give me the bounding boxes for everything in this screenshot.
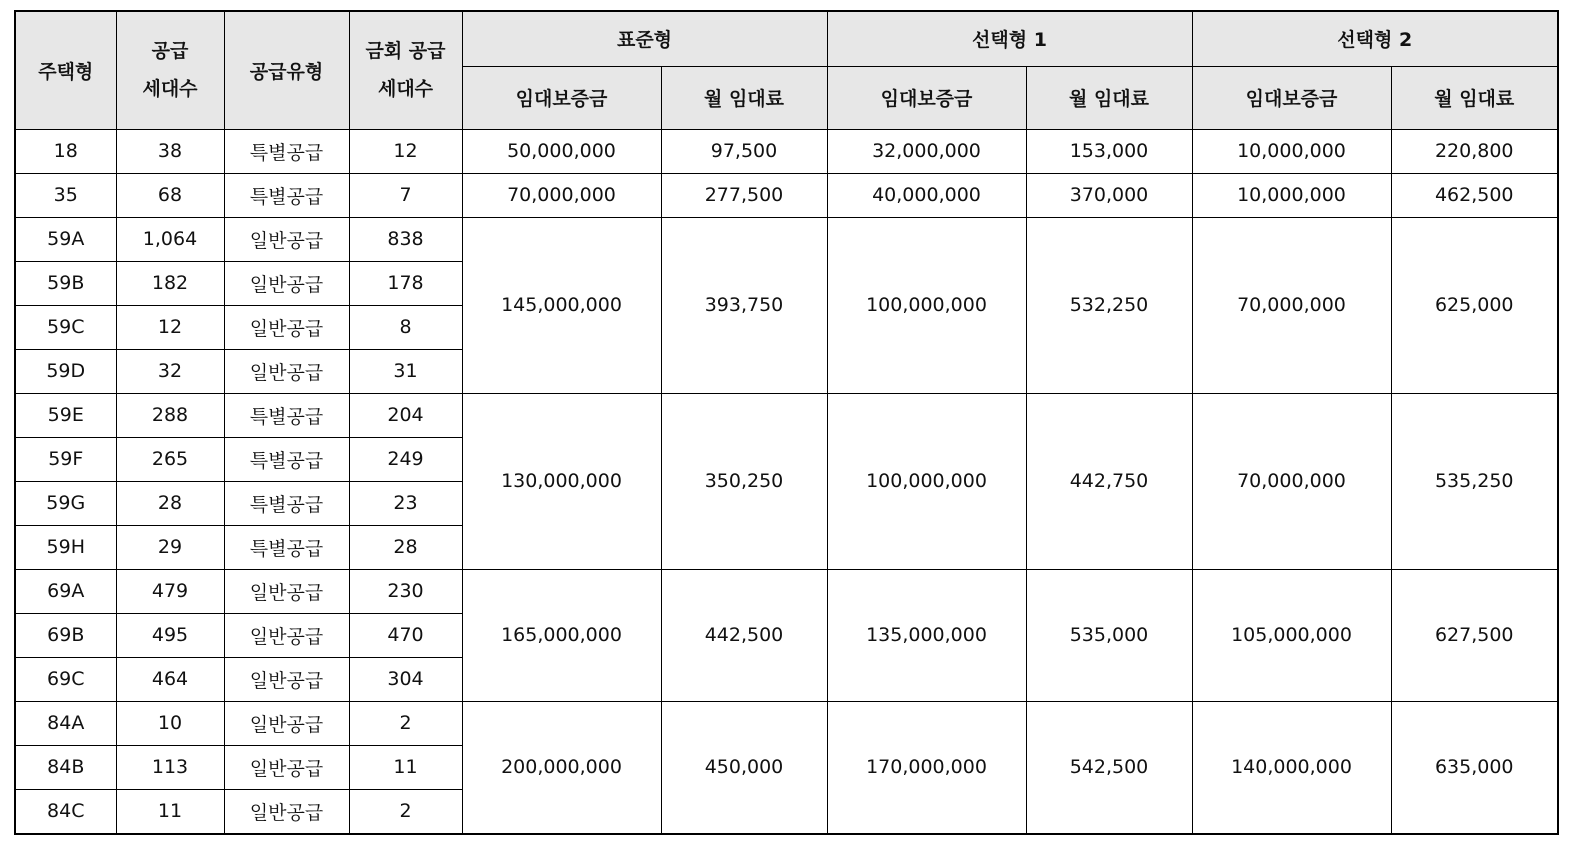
housing-type-cell: 35: [15, 173, 116, 217]
housing-type-cell: 59H: [15, 525, 116, 569]
current-supply-cell: 204: [349, 393, 462, 437]
current-supply-cell: 838: [349, 217, 462, 261]
current-supply-cell: 28: [349, 525, 462, 569]
supply-type-cell: 특별공급: [224, 129, 349, 173]
header-deposit: 임대보증금: [462, 66, 661, 129]
option2-rent-cell: 220,800: [1391, 129, 1558, 173]
option1-rent-cell: 532,250: [1026, 217, 1192, 393]
households-cell: 479: [116, 569, 224, 613]
header-group-option2: 선택형 2: [1192, 11, 1558, 66]
option1-deposit-cell: 135,000,000: [827, 569, 1026, 701]
option2-deposit-cell: 140,000,000: [1192, 701, 1391, 834]
housing-type-cell: 59E: [15, 393, 116, 437]
households-cell: 38: [116, 129, 224, 173]
supply-type-cell: 특별공급: [224, 393, 349, 437]
header-monthly-rent: 월 임대료: [1026, 66, 1192, 129]
current-supply-cell: 178: [349, 261, 462, 305]
header-supply-type: 공급유형: [224, 11, 349, 129]
housing-type-cell: 59F: [15, 437, 116, 481]
current-supply-cell: 11: [349, 745, 462, 789]
header-this-supply-line1: 금회 공급: [365, 40, 446, 63]
option1-rent-cell: 370,000: [1026, 173, 1192, 217]
supply-type-cell: 일반공급: [224, 217, 349, 261]
housing-type-cell: 18: [15, 129, 116, 173]
supply-type-cell: 특별공급: [224, 525, 349, 569]
households-cell: 29: [116, 525, 224, 569]
households-cell: 68: [116, 173, 224, 217]
supply-type-cell: 일반공급: [224, 657, 349, 701]
current-supply-cell: 304: [349, 657, 462, 701]
supply-type-cell: 일반공급: [224, 789, 349, 834]
current-supply-cell: 2: [349, 789, 462, 834]
current-supply-cell: 31: [349, 349, 462, 393]
option2-rent-cell: 462,500: [1391, 173, 1558, 217]
current-supply-cell: 230: [349, 569, 462, 613]
rental-table: [14, 10, 1559, 835]
header-supply-households-line2: 세대수: [142, 78, 198, 101]
header-supply-households-line1: 공급: [151, 40, 189, 63]
option1-rent-cell: 542,500: [1026, 701, 1192, 834]
option2-deposit-cell: 10,000,000: [1192, 129, 1391, 173]
supply-type-cell: 특별공급: [224, 437, 349, 481]
option2-rent-cell: 627,500: [1391, 569, 1558, 701]
standard-deposit-cell: 70,000,000: [462, 173, 661, 217]
header-this-supply: [349, 11, 462, 129]
supply-type-cell: 특별공급: [224, 173, 349, 217]
standard-rent-cell: 350,250: [661, 393, 827, 569]
households-cell: 28: [116, 481, 224, 525]
households-cell: 464: [116, 657, 224, 701]
table-row: [15, 701, 1558, 745]
current-supply-cell: 2: [349, 701, 462, 745]
housing-type-cell: 84C: [15, 789, 116, 834]
standard-deposit-cell: 130,000,000: [462, 393, 661, 569]
header-this-supply-line2: 세대수: [377, 78, 434, 101]
households-cell: 288: [116, 393, 224, 437]
option2-deposit-cell: 70,000,000: [1192, 217, 1391, 393]
current-supply-cell: 12: [349, 129, 462, 173]
header-group-standard: 표준형: [462, 11, 827, 66]
table-row: [15, 393, 1558, 437]
housing-type-cell: 84A: [15, 701, 116, 745]
supply-type-cell: 일반공급: [224, 261, 349, 305]
housing-type-cell: 59D: [15, 349, 116, 393]
option1-deposit-cell: 32,000,000: [827, 129, 1026, 173]
supply-type-cell: 일반공급: [224, 745, 349, 789]
table-body: [15, 129, 1558, 834]
current-supply-cell: 470: [349, 613, 462, 657]
option1-deposit-cell: 40,000,000: [827, 173, 1026, 217]
standard-deposit-cell: 165,000,000: [462, 569, 661, 701]
header-supply-households: [116, 11, 224, 129]
current-supply-cell: 7: [349, 173, 462, 217]
option1-deposit-cell: 170,000,000: [827, 701, 1026, 834]
supply-type-cell: 일반공급: [224, 349, 349, 393]
table-row: [15, 129, 1558, 173]
option2-rent-cell: 635,000: [1391, 701, 1558, 834]
header-deposit: 임대보증금: [1192, 66, 1391, 129]
households-cell: 11: [116, 789, 224, 834]
option1-deposit-cell: 100,000,000: [827, 393, 1026, 569]
housing-type-cell: 69C: [15, 657, 116, 701]
housing-type-cell: 84B: [15, 745, 116, 789]
standard-rent-cell: 442,500: [661, 569, 827, 701]
option1-deposit-cell: 100,000,000: [827, 217, 1026, 393]
standard-deposit-cell: 50,000,000: [462, 129, 661, 173]
header-housing-type: 주택형: [15, 11, 116, 129]
households-cell: 32: [116, 349, 224, 393]
current-supply-cell: 23: [349, 481, 462, 525]
table-header: [15, 11, 1558, 129]
households-cell: 12: [116, 305, 224, 349]
header-monthly-rent: 월 임대료: [661, 66, 827, 129]
supply-type-cell: 일반공급: [224, 613, 349, 657]
option2-deposit-cell: 70,000,000: [1192, 393, 1391, 569]
standard-deposit-cell: 145,000,000: [462, 217, 661, 393]
housing-type-cell: 59B: [15, 261, 116, 305]
standard-rent-cell: 450,000: [661, 701, 827, 834]
supply-type-cell: 일반공급: [224, 701, 349, 745]
table-row: [15, 217, 1558, 261]
households-cell: 10: [116, 701, 224, 745]
supply-type-cell: 일반공급: [224, 569, 349, 613]
rental-table-container: [14, 10, 1557, 835]
option1-rent-cell: 535,000: [1026, 569, 1192, 701]
current-supply-cell: 8: [349, 305, 462, 349]
header-group-option1: 선택형 1: [827, 11, 1192, 66]
table-row: [15, 569, 1558, 613]
option2-rent-cell: 625,000: [1391, 217, 1558, 393]
header-monthly-rent: 월 임대료: [1391, 66, 1558, 129]
standard-rent-cell: 97,500: [661, 129, 827, 173]
option2-deposit-cell: 10,000,000: [1192, 173, 1391, 217]
households-cell: 495: [116, 613, 224, 657]
standard-rent-cell: 277,500: [661, 173, 827, 217]
option1-rent-cell: 153,000: [1026, 129, 1192, 173]
housing-type-cell: 69B: [15, 613, 116, 657]
households-cell: 113: [116, 745, 224, 789]
housing-type-cell: 69A: [15, 569, 116, 613]
housing-type-cell: 59C: [15, 305, 116, 349]
households-cell: 1,064: [116, 217, 224, 261]
option1-rent-cell: 442,750: [1026, 393, 1192, 569]
header-deposit: 임대보증금: [827, 66, 1026, 129]
option2-rent-cell: 535,250: [1391, 393, 1558, 569]
households-cell: 182: [116, 261, 224, 305]
housing-type-cell: 59G: [15, 481, 116, 525]
current-supply-cell: 249: [349, 437, 462, 481]
standard-deposit-cell: 200,000,000: [462, 701, 661, 834]
option2-deposit-cell: 105,000,000: [1192, 569, 1391, 701]
housing-type-cell: 59A: [15, 217, 116, 261]
households-cell: 265: [116, 437, 224, 481]
table-row: [15, 173, 1558, 217]
supply-type-cell: 특별공급: [224, 481, 349, 525]
standard-rent-cell: 393,750: [661, 217, 827, 393]
supply-type-cell: 일반공급: [224, 305, 349, 349]
